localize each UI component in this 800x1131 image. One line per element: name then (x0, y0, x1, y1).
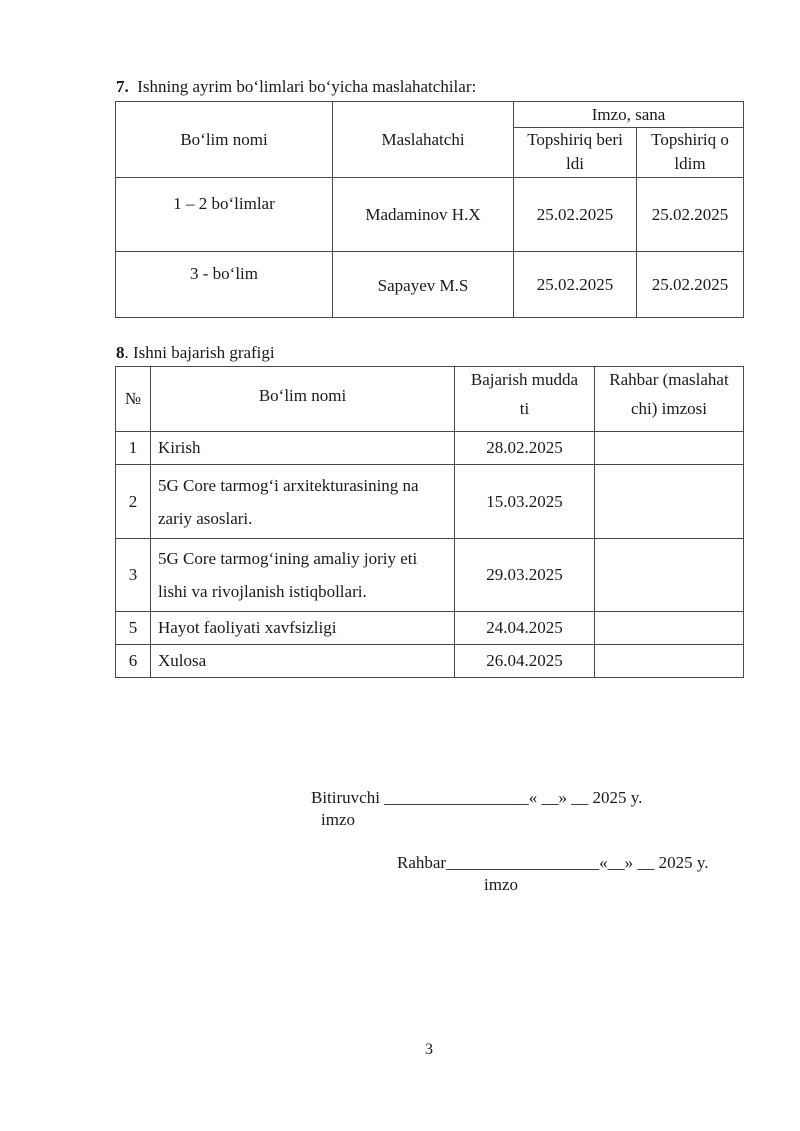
row-section: 1 – 2 bo‘limlar (116, 178, 333, 252)
row-signature-cell (595, 432, 744, 465)
table-row (116, 465, 744, 539)
section-7-title: Ishning ayrim bo‘limlari bo‘yicha maslahatchilar: (137, 77, 477, 96)
row-title (151, 465, 455, 539)
section-8-title: . Ishni bajarish grafigi (124, 343, 275, 362)
row-title (151, 539, 455, 612)
graduate-signature-line: Bitiruvchi _________________« __» __ 2025 y. (311, 788, 643, 807)
row-given-date: 25.02.2025 (514, 178, 637, 252)
row-num: 6 (116, 645, 151, 678)
table-row (116, 432, 744, 465)
row-section: 3 - bo‘lim (116, 252, 333, 318)
table-row (116, 645, 744, 678)
header-given (514, 128, 637, 178)
row-num: 5 (116, 612, 151, 645)
section-8-heading (116, 343, 275, 363)
header-supervisor-line2: chi) imzosi (630, 399, 707, 418)
page-number: 3 (425, 1041, 433, 1058)
header-section-name: Bo‘lim nomi (151, 367, 455, 432)
header-deadline (455, 367, 595, 432)
table-row (116, 252, 744, 318)
row-title-line2: lishi va rivojlanish istiqbollari. (158, 582, 367, 601)
row-deadline: 24.04.2025 (455, 612, 595, 645)
section-7-heading (116, 77, 476, 97)
row-title: Hayot faoliyati xavfsizligi (151, 612, 455, 645)
header-given-line2: ldi (566, 154, 584, 173)
table-row (116, 612, 744, 645)
row-num: 1 (116, 432, 151, 465)
supervisor-signature-caption: imzo (484, 875, 518, 894)
row-received-date: 25.02.2025 (637, 178, 744, 252)
row-title: Xulosa (151, 645, 455, 678)
row-num: 3 (116, 539, 151, 612)
header-section-name: Bo‘lim nomi (116, 102, 333, 178)
row-title-line2: zariy asoslari. (158, 508, 253, 528)
row-title: Kirish (151, 432, 455, 465)
header-sign-date: Imzo, sana (514, 102, 744, 128)
row-num: 2 (116, 465, 151, 539)
row-received-date: 25.02.2025 (637, 252, 744, 318)
header-num: № (116, 367, 151, 432)
table-row (116, 178, 744, 252)
header-deadline-line1: Bajarish mudda (470, 370, 579, 389)
header-received (637, 128, 744, 178)
row-advisor: Madaminov H.X (333, 178, 514, 252)
section-8-number: 8 (116, 343, 125, 362)
row-signature-cell (595, 612, 744, 645)
row-deadline: 29.03.2025 (455, 539, 595, 612)
row-deadline: 28.02.2025 (455, 432, 595, 465)
header-received-line2: ldim (674, 154, 706, 173)
header-advisor: Maslahatchi (333, 102, 514, 178)
row-given-date: 25.02.2025 (514, 252, 637, 318)
header-supervisor (595, 367, 744, 432)
header-deadline-line2: ti (519, 399, 530, 418)
row-title-line1: 5G Core tarmog‘ining amaliy joriy eti (158, 549, 418, 568)
row-signature-cell (595, 645, 744, 678)
row-deadline: 15.03.2025 (455, 465, 595, 539)
header-given-line1: Topshiriq beri (527, 130, 623, 149)
row-signature-cell (595, 465, 744, 539)
supervisor-signature-line: Rahbar__________________«__» __ 2025 y. (397, 853, 709, 872)
row-deadline: 26.04.2025 (455, 645, 595, 678)
header-received-line1: Topshiriq o (651, 130, 729, 149)
section-7-number: 7. (116, 77, 129, 96)
table-row (116, 539, 744, 612)
graduate-signature-caption: imzo (321, 810, 355, 829)
advisors-table (115, 101, 744, 318)
row-advisor: Sapayev M.S (333, 252, 514, 318)
schedule-table (115, 366, 744, 678)
row-title-line1: 5G Core tarmog‘i arxitekturasining na (158, 475, 419, 495)
header-supervisor-line1: Rahbar (maslahat (609, 370, 729, 389)
row-signature-cell (595, 539, 744, 612)
